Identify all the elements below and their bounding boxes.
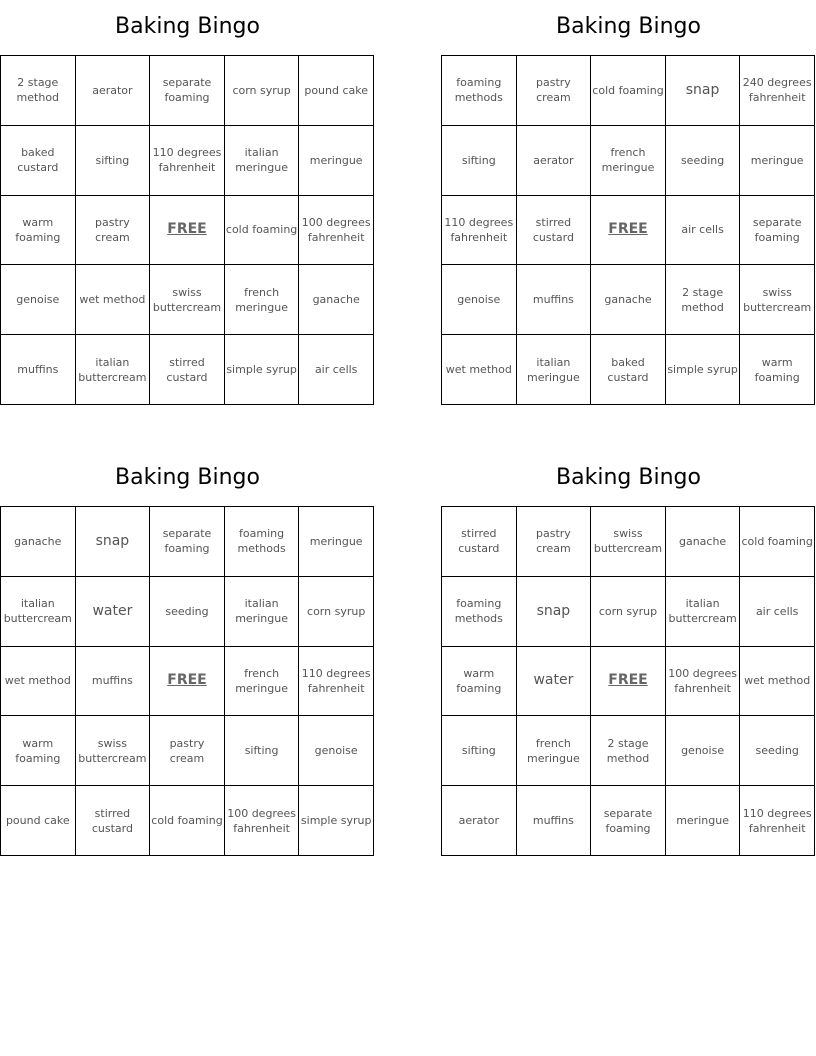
bingo-cell: pastry cream [76,196,151,266]
bingo-cell: baked custard [591,335,666,405]
bingo-cell: swiss buttercream [76,716,151,786]
bingo-cell: 2 stage method [1,56,76,126]
bingo-cell: wet method [76,265,151,335]
bingo-cell: genoise [1,265,76,335]
bingo-cell: sifting [225,716,300,786]
bingo-cell: italian buttercream [666,577,741,647]
bingo-cell: muffins [517,265,592,335]
bingo-cell: aerator [442,786,517,856]
bingo-cell: 100 degrees fahrenheit [666,647,741,717]
bingo-cell: italian meringue [225,577,300,647]
bingo-grid [0,55,374,405]
bingo-cell: swiss buttercream [591,507,666,577]
bingo-cell: muffins [517,786,592,856]
bingo-cell: separate foaming [740,196,815,266]
bingo-cell: wet method [1,647,76,717]
bingo-cell: 100 degrees fahrenheit [299,196,374,266]
free-space: FREE [591,196,666,266]
bingo-cell: genoise [299,716,374,786]
bingo-cell: genoise [442,265,517,335]
bingo-cell: meringue [740,126,815,196]
bingo-cell: snap [517,577,592,647]
bingo-cell: swiss buttercream [150,265,225,335]
bingo-cell: separate foaming [591,786,666,856]
bingo-cell: french meringue [517,716,592,786]
bingo-cell: separate foaming [150,507,225,577]
bingo-cell: stirred custard [517,196,592,266]
card-title: Baking Bingo [556,465,701,490]
bingo-cell: stirred custard [76,786,151,856]
bingo-grid [441,55,815,405]
free-space: FREE [150,647,225,717]
bingo-cell: 110 degrees fahrenheit [442,196,517,266]
bingo-cell: italian buttercream [76,335,151,405]
bingo-cell: italian buttercream [1,577,76,647]
card-title: Baking Bingo [115,465,260,490]
bingo-cell: cold foaming [150,786,225,856]
bingo-cell: swiss buttercream [740,265,815,335]
bingo-cell: separate foaming [150,56,225,126]
bingo-cell: aerator [76,56,151,126]
bingo-cell: baked custard [1,126,76,196]
bingo-cell: warm foaming [1,716,76,786]
bingo-cell: warm foaming [1,196,76,266]
bingo-cell: french meringue [225,647,300,717]
bingo-cell: corn syrup [225,56,300,126]
bingo-cell: warm foaming [442,647,517,717]
bingo-cell: 110 degrees fahrenheit [740,786,815,856]
bingo-cell: pound cake [299,56,374,126]
bingo-cell: italian meringue [517,335,592,405]
bingo-cell: meringue [666,786,741,856]
bingo-cell: 2 stage method [666,265,741,335]
bingo-cell: cold foaming [225,196,300,266]
bingo-cell: 110 degrees fahrenheit [299,647,374,717]
bingo-cell: stirred custard [442,507,517,577]
bingo-cell: aerator [517,126,592,196]
bingo-cell: 2 stage method [591,716,666,786]
bingo-grid [441,506,815,856]
bingo-cell: ganache [299,265,374,335]
bingo-cell: foaming methods [225,507,300,577]
bingo-cell: simple syrup [225,335,300,405]
bingo-cell: 240 degrees fahrenheit [740,56,815,126]
bingo-cell: ganache [1,507,76,577]
bingo-cell: french meringue [591,126,666,196]
bingo-cell: sifting [442,126,517,196]
bingo-cell: seeding [740,716,815,786]
bingo-cell: water [517,647,592,717]
bingo-cell: french meringue [225,265,300,335]
bingo-cell: italian meringue [225,126,300,196]
bingo-cell: sifting [76,126,151,196]
bingo-cell: cold foaming [740,507,815,577]
bingo-cell: meringue [299,507,374,577]
bingo-cell: water [76,577,151,647]
bingo-cell: muffins [1,335,76,405]
bingo-cell: air cells [740,577,815,647]
bingo-cell: foaming methods [442,577,517,647]
bingo-cell: pastry cream [517,507,592,577]
bingo-cell: simple syrup [666,335,741,405]
bingo-cell: corn syrup [591,577,666,647]
bingo-cell: air cells [299,335,374,405]
bingo-cell: ganache [591,265,666,335]
bingo-cell: meringue [299,126,374,196]
bingo-cell: air cells [666,196,741,266]
bingo-cell: pastry cream [150,716,225,786]
card-title: Baking Bingo [115,14,260,39]
bingo-cell: wet method [740,647,815,717]
bingo-cell: seeding [666,126,741,196]
free-space: FREE [150,196,225,266]
bingo-cell: pastry cream [517,56,592,126]
bingo-cell: simple syrup [299,786,374,856]
bingo-grid [0,506,374,856]
bingo-cell: snap [76,507,151,577]
bingo-cell: corn syrup [299,577,374,647]
bingo-cell: 100 degrees fahrenheit [225,786,300,856]
bingo-cell: foaming methods [442,56,517,126]
bingo-cell: warm foaming [740,335,815,405]
bingo-cell: sifting [442,716,517,786]
bingo-cell: genoise [666,716,741,786]
bingo-cell: muffins [76,647,151,717]
bingo-cell: 110 degrees fahrenheit [150,126,225,196]
bingo-cell: pound cake [1,786,76,856]
bingo-cell: stirred custard [150,335,225,405]
bingo-cell: ganache [666,507,741,577]
bingo-cell: cold foaming [591,56,666,126]
bingo-cell: wet method [442,335,517,405]
bingo-cell: seeding [150,577,225,647]
card-title: Baking Bingo [556,14,701,39]
free-space: FREE [591,647,666,717]
bingo-cell: snap [666,56,741,126]
